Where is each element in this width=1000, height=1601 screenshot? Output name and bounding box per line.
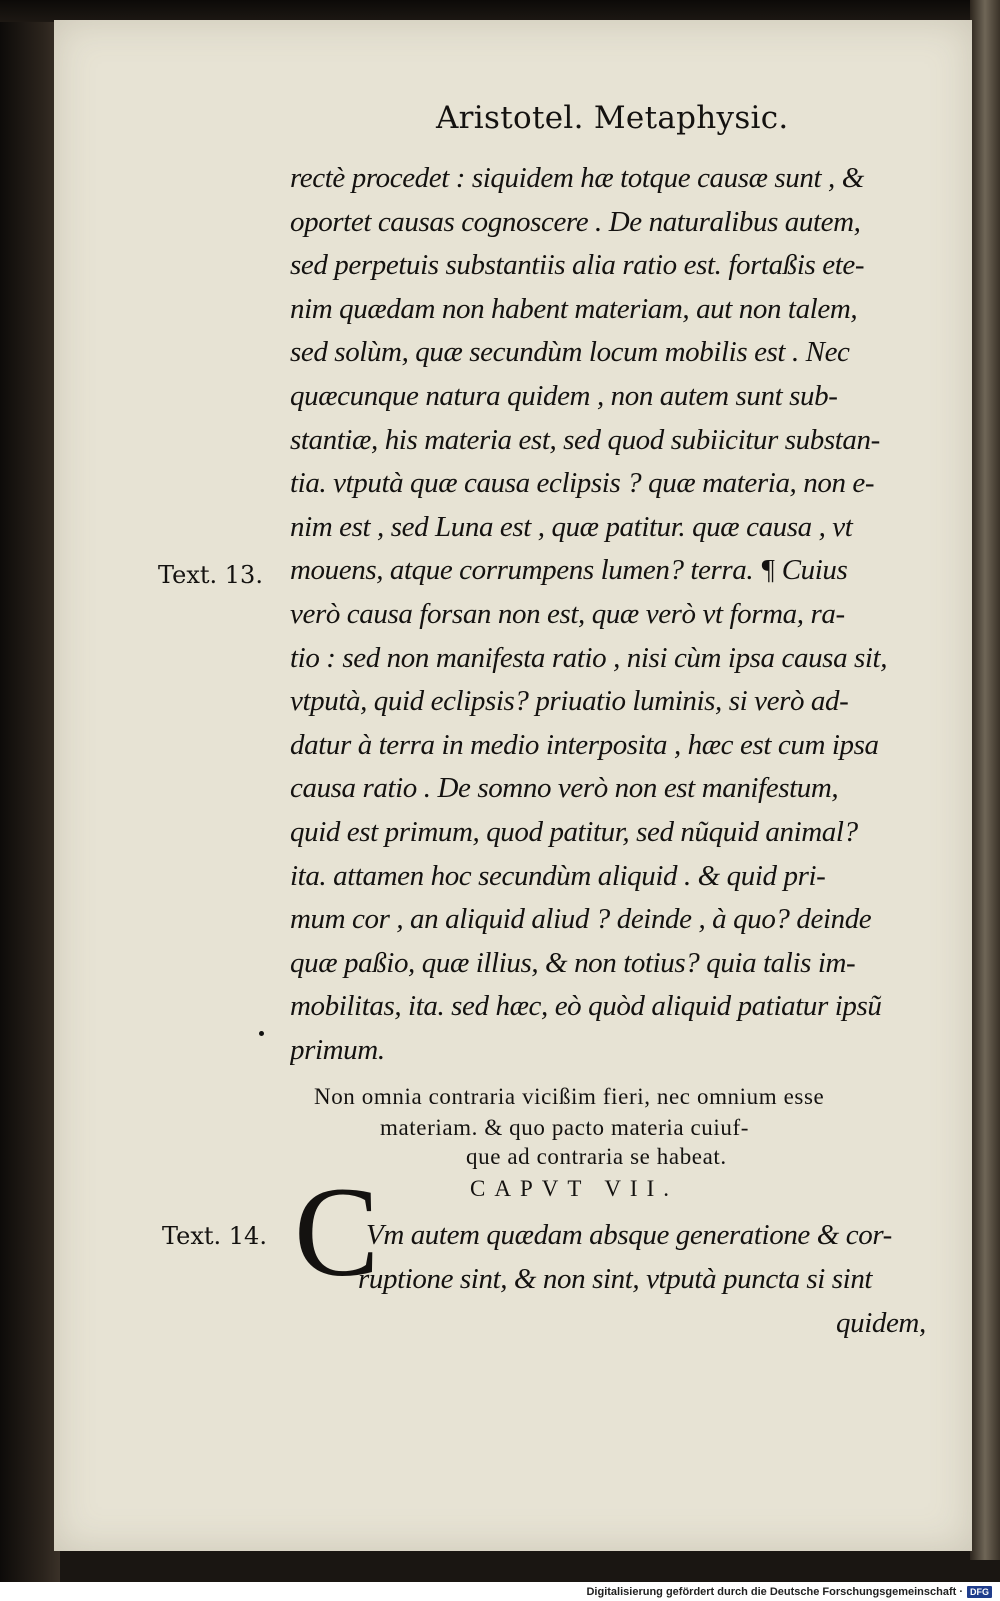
scan-background-left — [0, 0, 60, 1601]
chapter-summary-line: que ad contraria se habeat. — [466, 1144, 727, 1169]
text-line: verò causa forsan non est, quæ verò vt forma, ra- — [290, 597, 845, 630]
text-line: nim quædam non habent materiam, aut non talem, — [290, 292, 858, 325]
text-line: oportet causas cognoscere . De naturalibus autem, — [290, 205, 861, 238]
text-line: primum. — [290, 1033, 385, 1066]
text-line: sed solùm, quæ secundùm locum mobilis est . Nec — [290, 336, 850, 369]
text-line: quæ paßio, quæ illius, & non totius? quia talis im- — [290, 946, 856, 979]
running-head: Aristotel. Metaphysic. — [436, 100, 789, 136]
text-line: sed perpetuis substantiis alia ratio est. fortaßis ete- — [290, 249, 865, 282]
text-line: mobilitas, ita. sed hæc, eò quòd aliquid patiatur ipsũ — [290, 990, 882, 1023]
text-line: datur à terra in medio interposita , hæc est cum ipsa — [290, 728, 879, 761]
text-line: rectè procedet : siquidem hæ totque causæ sunt , & — [290, 162, 864, 194]
text-line: ita. attamen hoc secundùm aliquid . & quid pri- — [290, 859, 826, 892]
footer-text: Digitalisierung gefördert durch die Deutsche Forschungsgemeinschaft · — [586, 1586, 963, 1598]
text-line: tio : sed non manifesta ratio , nisi cùm ipsa causa sit, — [290, 641, 888, 674]
chapter-text-line: Vm autem quædam absque generatione & cor- — [366, 1219, 892, 1251]
book-spine-edge — [970, 0, 1000, 1560]
text-line: quæcunque natura quidem , non autem sunt sub- — [290, 379, 838, 412]
text-line: mum cor , an aliquid aliud ? deinde , à quo? deinde — [290, 903, 872, 936]
chapter-heading: CAPVT VII. — [470, 1176, 678, 1201]
margin-note-text-13: Text. 13. — [158, 561, 263, 589]
chapter-text-line: quidem, — [836, 1307, 926, 1339]
margin-dot — [259, 1031, 264, 1036]
chapter-summary-line: Non omnia contraria vicißim fieri, nec omnium esse — [314, 1084, 825, 1109]
chapter-text-line: ruptione sint, & non sint, vtputà puncta si sint — [358, 1263, 873, 1295]
margin-note-text-14: Text. 14. — [162, 1222, 267, 1250]
dfg-logo: DFG — [967, 1586, 992, 1598]
text-line: mouens, atque corrumpens lumen? terra. ¶ Cuius — [290, 554, 848, 587]
text-line: tia. vtputà quæ causa eclipsis ? quæ materia, non e- — [290, 467, 875, 500]
chapter-summary-line: materiam. & quo pacto materia cuiuf- — [380, 1115, 750, 1140]
text-line: vtputà, quid eclipsis? priuatio luminis, si verò ad- — [290, 685, 849, 718]
text-line: stantiæ, his materia est, sed quod subiicitur substan- — [290, 423, 880, 456]
body-text — [290, 157, 950, 1072]
scan-background-top — [0, 0, 1000, 22]
text-line: quid est primum, quod patitur, sed nũquid animal? — [290, 815, 858, 848]
text-line: nim est , sed Luna est , quæ patitur. quæ causa , vt — [290, 510, 853, 543]
digitization-footer — [586, 1584, 992, 1600]
text-line: causa ratio . De somno verò non est manifestum, — [290, 772, 839, 805]
drop-cap-initial: C — [294, 1161, 380, 1303]
